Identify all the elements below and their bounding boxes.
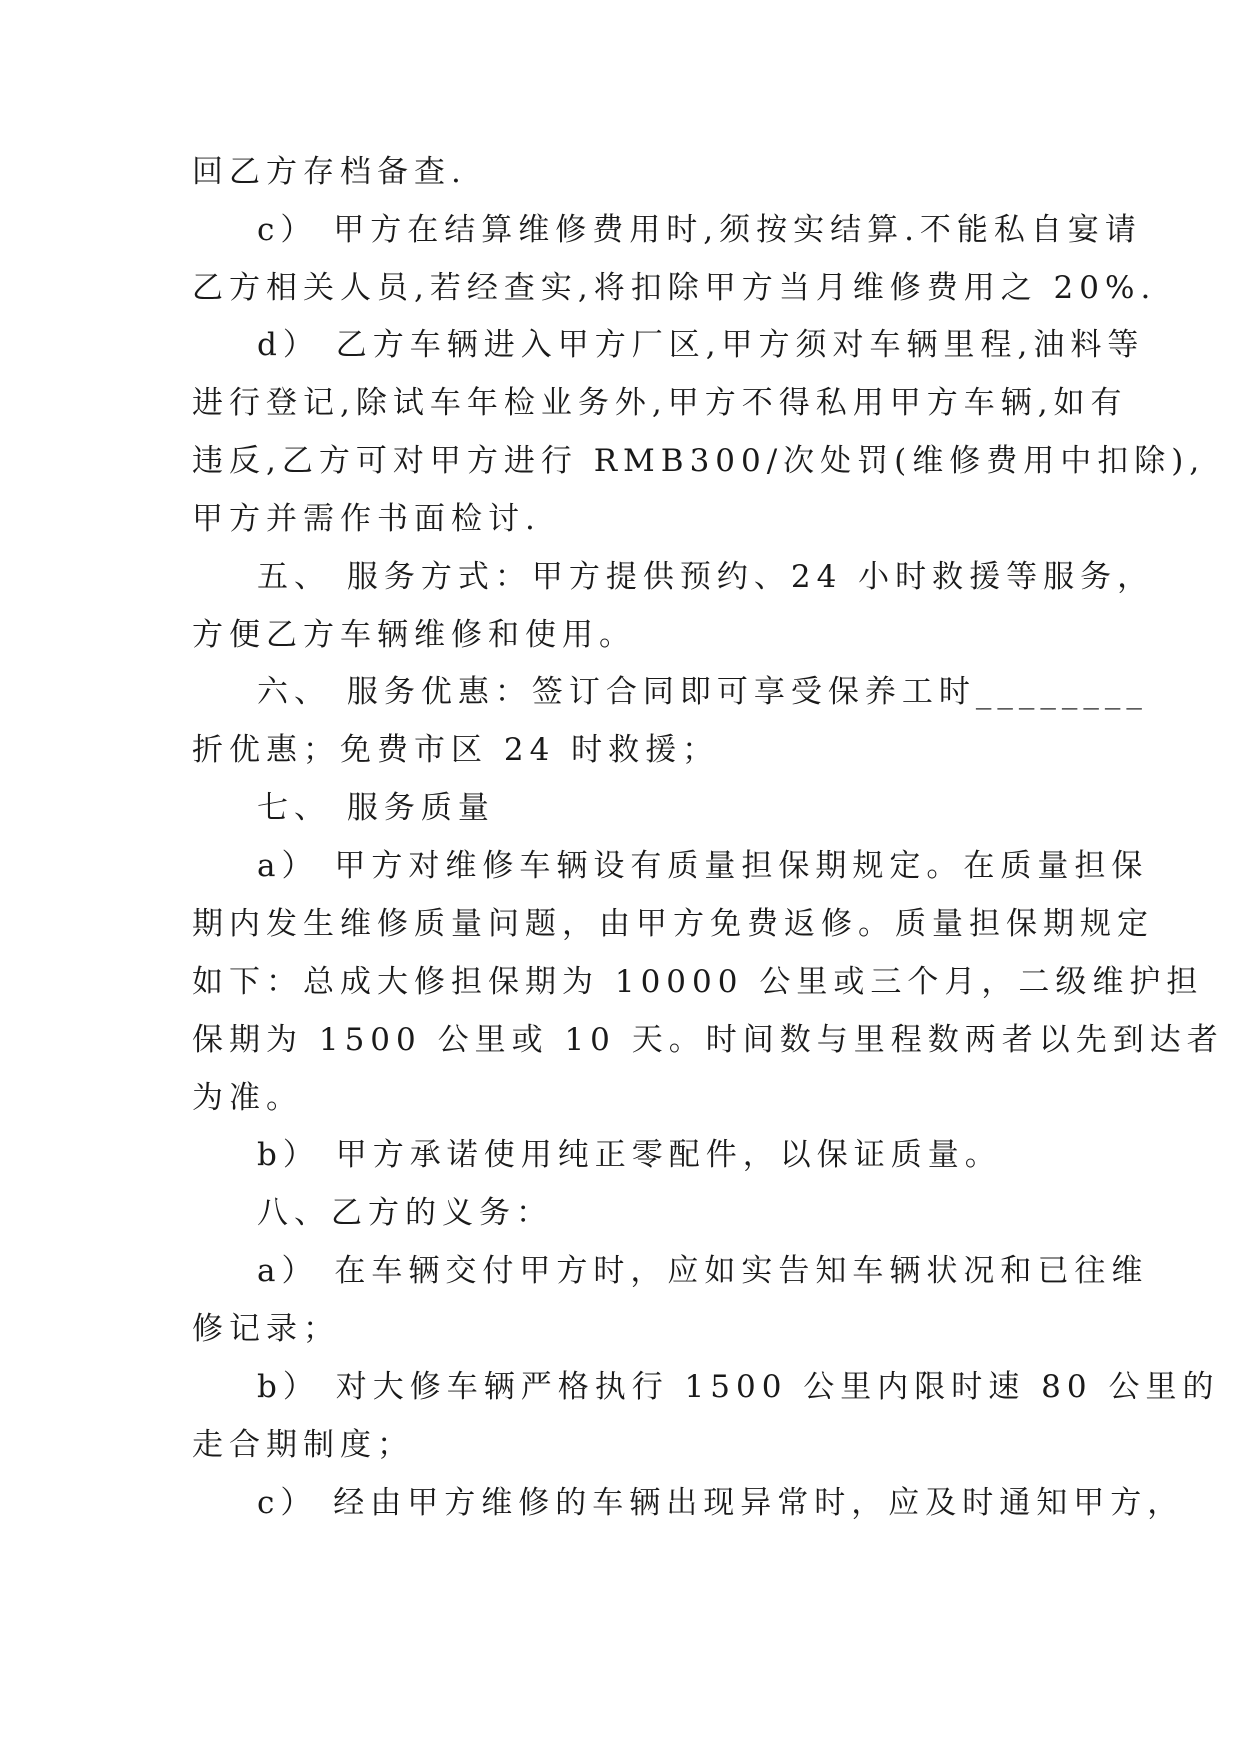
text-line: a） 甲方对维修车辆设有质量担保期规定。在质量担保 (257, 848, 1149, 884)
text-line: b） 甲方承诺使用纯正零配件，以保证质量。 (257, 1137, 1002, 1173)
text-line: 为准。 (192, 1080, 303, 1116)
text-line: 保期为 1500 公里或 10 天。时间数与里程数两者以先到达者 (192, 1022, 1224, 1058)
text-line: a） 在车辆交付甲方时，应如实告知车辆状况和已往维 (257, 1253, 1149, 1289)
text-line: 期内发生维修质量问题，由甲方免费返修。质量担保期规定 (192, 906, 1154, 942)
text-line: 五、 服务方式：甲方提供预约、24 小时救援等服务， (257, 559, 1155, 595)
text-line: 违反,乙方可对甲方进行 RMB300/次处罚(维修费用中扣除), (192, 443, 1206, 479)
text-line: 甲方并需作书面检讨. (192, 501, 541, 537)
text-line: 六、 服务优惠：签订合同即可享受保养工时________ (257, 674, 1148, 710)
text-line: c） 经由甲方维修的车辆出现异常时，应及时通知甲方， (257, 1485, 1185, 1521)
text-line: d） 乙方车辆进入甲方厂区,甲方须对车辆里程,油料等 (257, 327, 1145, 363)
text-line: 修记录； (192, 1311, 340, 1347)
text-line: 方便乙方车辆维修和使用。 (192, 617, 636, 653)
text-line: c） 甲方在结算维修费用时,须按实结算.不能私自宴请 (257, 212, 1142, 248)
text-line: 七、 服务质量 (257, 790, 495, 826)
text-line: 进行登记,除试车年检业务外,甲方不得私用甲方车辆,如有 (192, 385, 1128, 421)
text-line: 走合期制度； (192, 1427, 414, 1463)
text-line: 乙方相关人员,若经查实,将扣除甲方当月维修费用之 20%. (192, 270, 1157, 306)
text-line: b） 对大修车辆严格执行 1500 公里内限时速 80 公里的 (257, 1369, 1220, 1405)
text-line: 八、乙方的义务： (257, 1195, 553, 1231)
text-line: 如下：总成大修担保期为 10000 公里或三个月，二级维护担 (192, 964, 1204, 1000)
text-line: 折优惠；免费市区 24 时救援； (192, 732, 720, 768)
text-line: 回乙方存档备查. (192, 154, 467, 190)
